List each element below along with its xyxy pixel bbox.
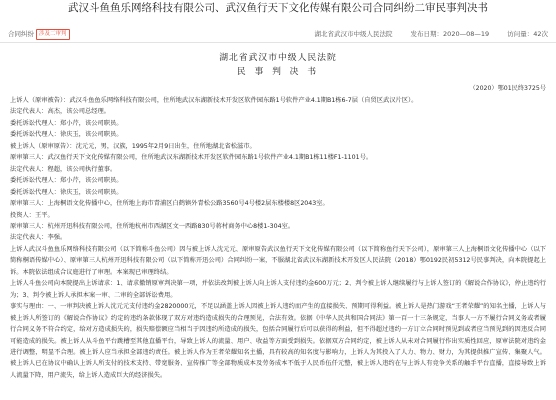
view-count: 访问量：42次 <box>507 30 548 38</box>
meta-left-group <box>8 26 86 42</box>
paragraph: 法定代表人：高杰，该公司总经理。 <box>10 108 110 116</box>
paragraph: 原审第三人：武汉鱼行天下文化传媒有限公司，住所地武汉东湖新技术开发区软件园东路1号软件产业4.1期B1栋11楼F1-1101号。 <box>10 154 373 162</box>
paragraph: 上诉人斗鱼公司向本院提出上诉请求：1、请求撤销原审判决第一项，并依法改判被上诉人向上诉人支付违约金600万元；2、判令被上诉人继续履行与上诉人签订的《解说合作协议》，停止违约行为；3、判令被上诉人承担本案一审、二审的全部诉讼费用。 <box>10 280 546 299</box>
document-type: 民 事 判 决 书 <box>236 67 320 77</box>
case-number: （2020）鄂01民终3725号 <box>469 85 546 92</box>
paragraph: 投资人：王平。 <box>10 211 54 219</box>
document-meta-bar <box>0 26 556 43</box>
paragraph: 被上诉人（原审原告）：沈元元，男，汉族，1995年2月9日出生，住所地湖北省松滋市。 <box>10 142 256 150</box>
paragraph: 委托诉讼代理人：徐庆玉，该公司职员。 <box>10 131 123 139</box>
court-name: 湖北省武汉市中级人民法院 <box>219 53 337 63</box>
paragraph: 上诉人武汉斗鱼鱼乐网络科技有限公司（以下简称斗鱼公司）因与被上诉人沈元元、原审原告武汉鱼行天下文化传媒有限公司（以下简称鱼行天下公司），原审第三人上海桐语文化传播中心（以下简称桐语传媒中心）、原审第三人杭州开迅科技有限公司（以下简称开迅公司）合同纠纷一案，不服湖北省武汉东湖新技术开发区人民法院（2018）鄂0192民初5312号民事判决，向本院提起上诉。本院依法组成合议庭进行了审理。本案现已审理终结。 <box>10 245 546 276</box>
paragraph: 委托诉讼代理人：郑小芹，该公司职员。 <box>10 119 123 127</box>
publish-date: 发布日期：2020—08—19 <box>410 30 490 38</box>
paragraph: 上诉人（原审被告）：武汉斗鱼鱼乐网络科技有限公司，住所地武汉东湖新技术开发区软件园东路1号软件产业4.1期B1栋6-7层（自贸区武汉片区）。 <box>10 97 418 104</box>
page-title: 武汉斗鱼鱼乐网络科技有限公司、武汉鱼行天下文化传媒有限公司合同纠纷二审民事判决书 <box>68 2 488 14</box>
paragraph: 委托诉讼代理人：郑小芹，该公司职员。 <box>10 177 123 185</box>
paragraph: 法定代表人：程超，该公司执行董事。 <box>10 165 117 173</box>
meta-right-group <box>314 26 548 42</box>
paragraph: 法定代表人：李强。 <box>10 234 67 242</box>
status-badge[interactable]: 涉及二审判 <box>36 29 70 40</box>
court-label: 湖北省武汉市中级人民法院 <box>314 30 393 38</box>
paragraph: 委托诉讼代理人：徐庆玉，该公司职员。 <box>10 188 123 196</box>
paragraph: 事实与理由：一、一审判决被上诉人沈元元支付违约金2820000元，不足以涵盖上诉人因被上诉人违约而产生的直接损失、预期可得利益。被上诉人是热门游戏“王者荣耀”的知名主播，上诉人与被上诉人所签订的《解说合作协议》约定的违约条款体现了双方对违约造成损失的合理预见，合法有效。依据《中华人民共和国合同法》第一百一十三条规定，当事人一方不履行合同义务或者履行合同义务不符合约定，给对方造成损失的，损失赔偿额应当相当于因违约所造成的损失，包括合同履行后可以获得的利益，但不得超过违约一方订立合同时预见到或者应当预见到的因违反合同可能造成的损失。被上诉人从斗鱼平台跳槽至其他直播平台，导致上诉人的流量、用户、收益等方面受到损失。依据双方合同约定，被上诉人从未对合同履行作出实质性回应，原审法院对违约金进行调整，明显不合理。被上诉人应当承担全部违约责任。被上诉人作为王者荣耀知名主播，具有较高的知名度与影响力，上诉人为其投入了人力、物力、财力，为其提供推广宣传、集聚人气。被上诉人已在协议中确认上诉人所支付的技术支持、带宽服务、宣传推广等全部物质成本及劳务成本不低于人民币伍仟元整，被上诉人违约在与上诉人有竞争关系的触手平台直播，直接导致上诉人流量下降，用户流失，给上诉人造成巨大的经济损失。 <box>10 303 546 379</box>
judgment-body <box>10 95 546 381</box>
paragraph: 原审第三人：杭州开迅科技有限公司，住所地杭州市西湖区文一西路830号蒋村商务中心8楼1-304室。 <box>10 222 295 230</box>
cause-label: 合同纠纷 涉及二审判 <box>8 30 70 38</box>
paragraph: 原审第三人：上海桐语文化传播中心，住所地上海市青浦区白鹤镇外青松公路3560号4号楼2层东楼楼8区2043室。 <box>10 200 329 208</box>
